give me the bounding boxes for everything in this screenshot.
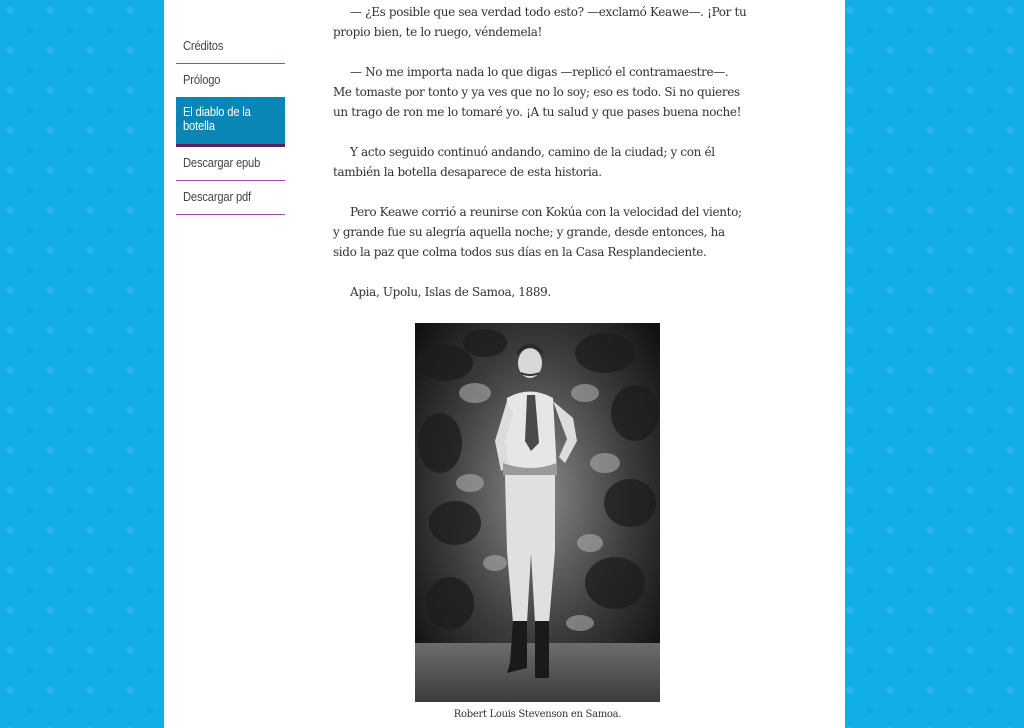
paragraph: Apia, Upolu, Islas de Samoa, 1889.	[350, 285, 551, 299]
nav-item-label: Créditos	[183, 38, 224, 53]
nav-item-label: Descargar pdf	[183, 189, 251, 204]
figure	[415, 323, 660, 720]
paragraph: — No me importa nada lo que digas —replicó el contramaestre—. Me tomaste por tonto y ya ves que no lo soy; eso es todo. Si no quieres un trago de ron me lo tomaré yo. ¡A tu salud y que pases buena noche!	[333, 65, 742, 119]
nav-item-creditos[interactable]	[176, 30, 285, 64]
nav-item-descargar-pdf[interactable]	[176, 181, 285, 215]
paragraph: — ¿Es posible que sea verdad todo esto? —exclamó Keawe—. ¡Por tu propio bien, te lo ruego, véndemela!	[333, 5, 747, 39]
nav-item-label: El diablo de la botella	[183, 104, 251, 133]
page-container	[164, 0, 845, 728]
paragraph: Y acto seguido continuó andando, camino de la ciudad; y con él también la botella desaparece de esta historia.	[333, 145, 715, 179]
nav-item-prologo[interactable]	[176, 64, 285, 98]
nav-item-el-diablo-de-la-botella[interactable]	[176, 97, 285, 147]
nav-item-descargar-epub[interactable]	[176, 147, 285, 181]
paragraph: Pero Keawe corrió a reunirse con Kokúa con la velocidad del viento; y grande fue su alegría aquella noche; y grande, desde entonces, ha sido la paz que colma todos sus días en la Casa Resplandeciente.	[333, 205, 742, 259]
sidebar-nav	[176, 30, 285, 215]
portrait-photo	[415, 323, 660, 702]
nav-item-label: Descargar epub	[183, 155, 261, 170]
chapter-text	[333, 2, 749, 322]
figure-caption: Robert Louis Stevenson en Samoa.	[453, 709, 622, 720]
nav-item-label: Prólogo	[183, 72, 221, 87]
